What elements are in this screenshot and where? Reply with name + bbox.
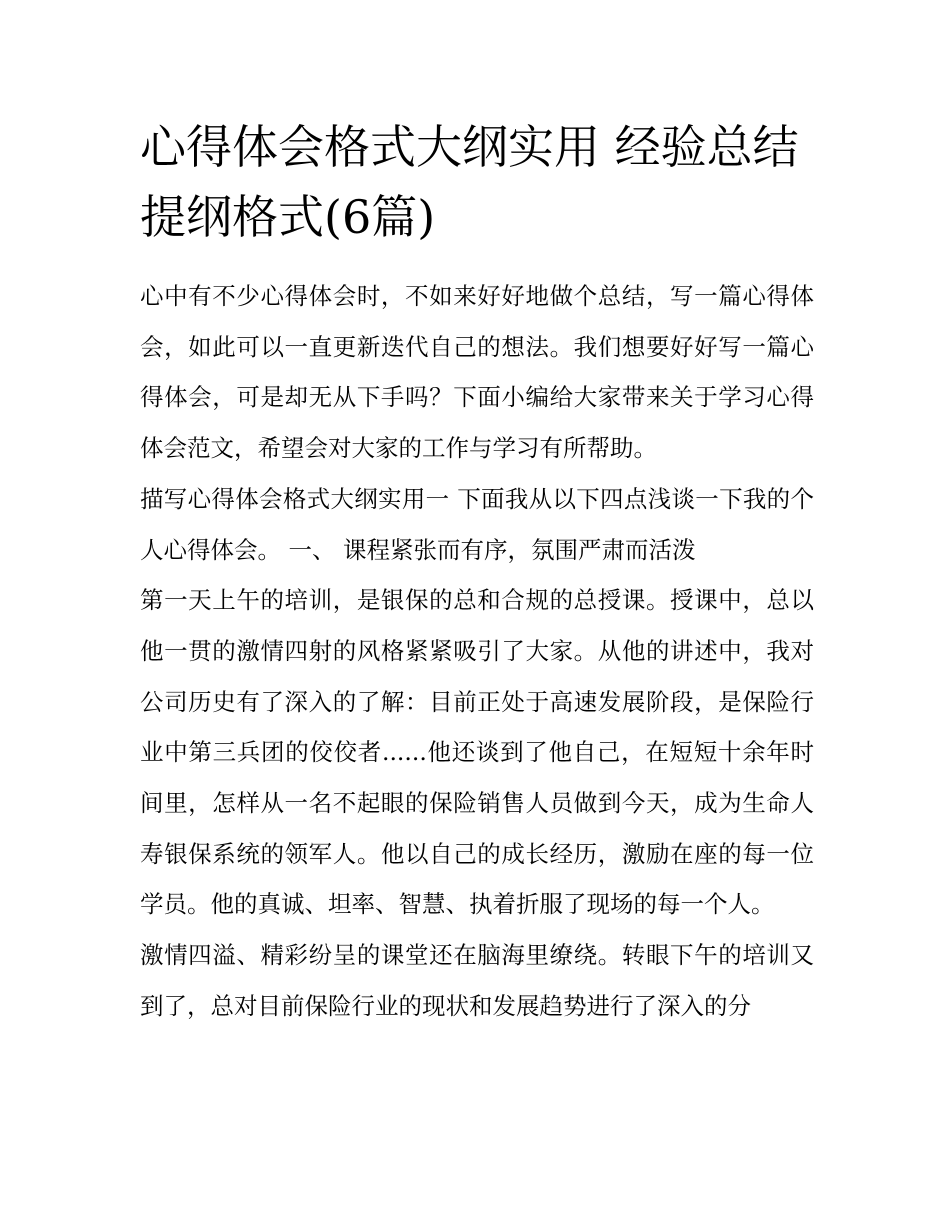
document-body <box>140 112 814 1032</box>
section-heading-paragraph: 描写心得体会格式大纲实用一 下面我从以下四点浅谈一下我的个人心得体会。 一、 课程紧张而有序，氛围严肃而活泼 <box>140 484 814 564</box>
body-paragraph: 激情四溢、精彩纷呈的课堂还在脑海里缭绕。转眼下午的培训又到了，总对目前保险行业的现状和发展趋势进行了深入的分 <box>140 941 814 1020</box>
body-paragraph: 第一天上午的培训，是银保的总和合规的总授课。授课中，总以他一贯的激情四射的风格紧紧吸引了大家。从他的讲述中，我对公司历史有了深入的了解：目前正处于高速发展阶段，是保险行业中第三兵团的佼佼者......他还谈到了他自己，在短短十余年时间里，怎样从一名不起眼的保险销售人员做到今天，成为生命人寿银保系统的领军人。他以自己的成长经历，激励在座的每一位学员。他的真诚、坦率、智慧、执着折服了现场的每一个人。 <box>140 586 814 919</box>
intro-paragraph: 心中有不少心得体会时，不如来好好地做个总结，写一篇心得体会，如此可以一直更新迭代自己的想法。我们想要好好写一篇心得体会，可是却无从下手吗？下面小编给大家带来关于学习心得体会范文，希望会对大家的工作与学习有所帮助。 <box>140 282 814 463</box>
document-title: 心得体会格式大纲实用 经验总结提纲格式(6篇) <box>140 120 799 244</box>
